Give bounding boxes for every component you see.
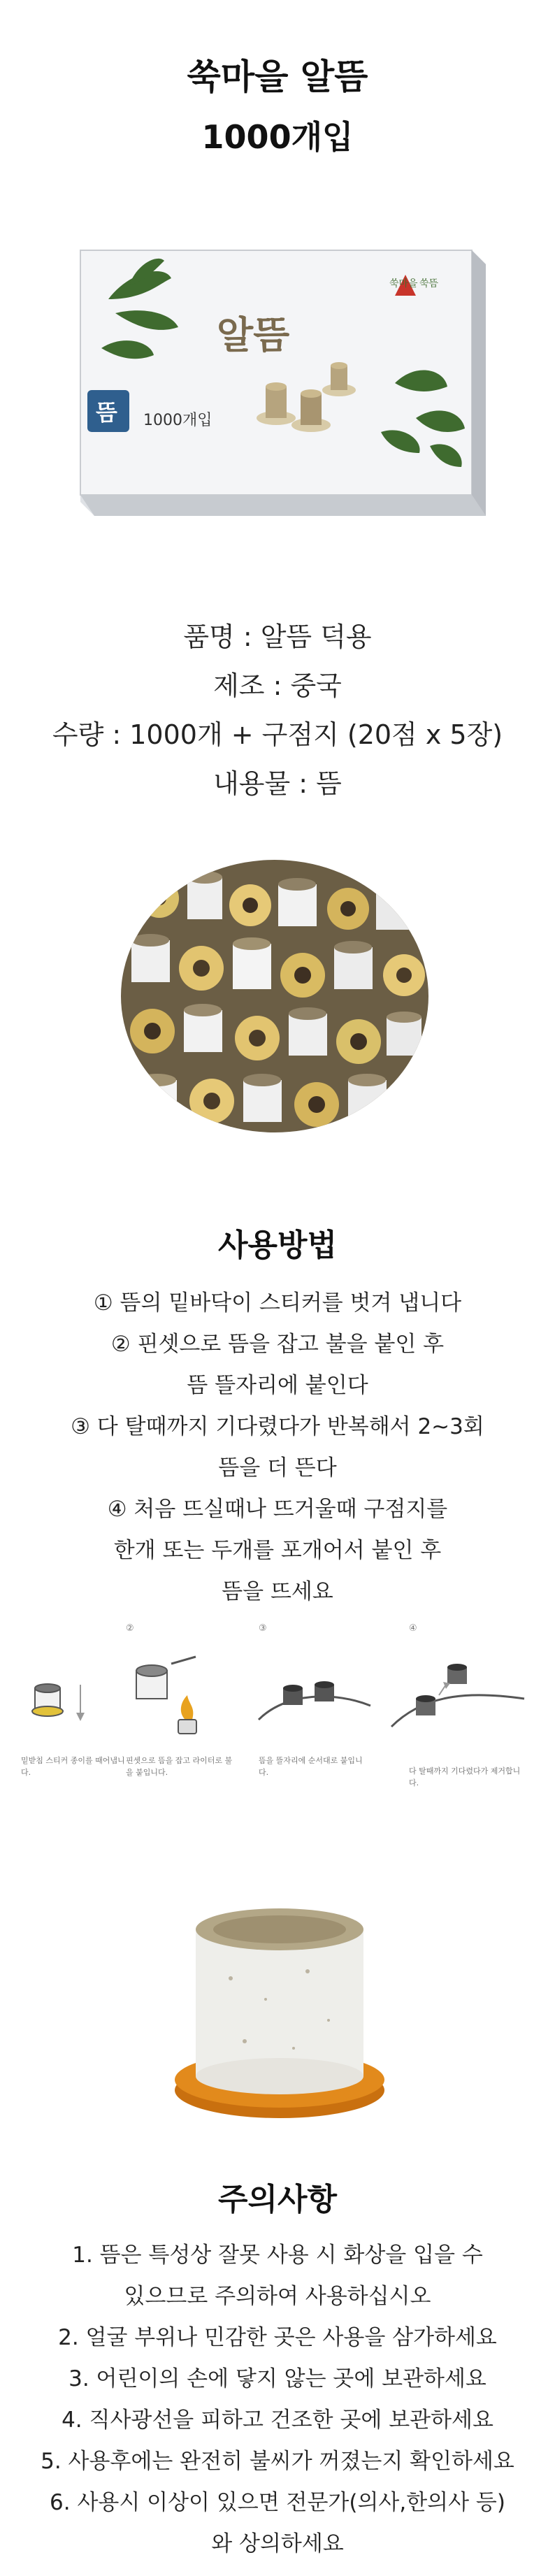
svg-text:뜸: 뜸 — [96, 399, 117, 426]
spec-quantity: 수량 : 1000개 + 구점지 (20점 x 5장) — [52, 719, 503, 750]
caution-line: 2. 얼굴 부위나 민감한 곳은 사용을 삼가하세요 — [58, 2325, 497, 2350]
usage-step-line: ④ 처음 뜨실때나 뜨거울때 구점지를 — [107, 1497, 448, 1522]
usage-step-line: ③ 다 탈때까지 기다렸다가 반복해서 2~3회 — [71, 1414, 484, 1439]
usage-diagram-illustration — [21, 1615, 534, 1755]
caution-line: 6. 사용시 이상이 있으면 전문가(의사,한의사 등) — [50, 2490, 505, 2515]
usage-diagram — [21, 1615, 534, 1825]
step-caption: 핀셋으로 뜸을 잡고 라이터로 불을 붙입니다. — [126, 1756, 233, 1777]
caution-title: 주의사항 — [217, 2182, 337, 2217]
spec-origin: 제조 : 중국 — [213, 670, 342, 701]
usage-step-line: ① 뜸의 밑바닥이 스티커를 벗겨 냅니다 — [93, 1290, 462, 1316]
caution-line: 5. 사용후에는 완전히 불씨가 꺼졌는지 확인하세요 — [41, 2449, 514, 2474]
light-fire-icon — [136, 1657, 196, 1734]
usage-step-line: ② 핀셋으로 뜸을 잡고 불을 붙인 후 — [110, 1332, 445, 1357]
step-number: ② — [126, 1623, 134, 1634]
usage-step-line: 뜸 뜰자리에 붙인다 — [187, 1373, 368, 1398]
step-caption: 뜸을 뜰자리에 순서대로 붙입니다. — [259, 1756, 363, 1777]
usage-step-line: 한개 또는 두개를 포개어서 붙인 후 — [113, 1538, 442, 1563]
step-caption: 밑받침 스티커 종이를 때어냅니다. — [21, 1756, 125, 1777]
step-caption: 다 탈때까지 기다렸다가 제거합니다. — [409, 1766, 521, 1787]
caution-line: 1. 뜸은 특성상 잘못 사용 시 화상을 입을 수 — [72, 2243, 483, 2268]
spec-name: 품명 : 알뜸 덕용 — [183, 621, 372, 652]
caution-line: 있으므로 주의하여 사용하십시오 — [124, 2284, 431, 2309]
step-number: ④ — [409, 1623, 417, 1634]
remove-after-burn-icon — [391, 1664, 524, 1727]
svg-text:알뜸: 알뜸 — [217, 312, 290, 357]
moxa-pile-photo — [117, 856, 432, 1136]
product-box-image — [66, 222, 489, 530]
usage-title: 사용방법 — [217, 1228, 337, 1263]
caution-line: 4. 직사광선을 피하고 건조한 곳에 보관하세요 — [62, 2408, 493, 2433]
single-moxa-photo — [154, 1873, 405, 2125]
caution-line: 와 상의하세요 — [211, 2531, 344, 2556]
place-on-skin-icon — [259, 1681, 370, 1720]
svg-text:쑥마을: 쑥마을 — [389, 278, 418, 289]
usage-step-line: 뜸을 더 뜬다 — [218, 1455, 337, 1481]
svg-text:쑥뜸: 쑥뜸 — [419, 278, 439, 289]
product-quantity-title: 1000개입 — [201, 118, 354, 156]
spec-contents: 내용물 : 뜸 — [213, 768, 342, 799]
usage-step-line: 뜸을 뜨세요 — [222, 1579, 333, 1604]
peel-sticker-icon — [32, 1684, 85, 1721]
caution-line: 3. 어린이의 손에 닿지 않는 곳에 보관하세요 — [69, 2366, 486, 2391]
product-title: 쑥마을 알뜸 — [187, 57, 368, 97]
svg-text:1000개입: 1000개입 — [143, 412, 212, 429]
step-number: ③ — [259, 1623, 267, 1634]
